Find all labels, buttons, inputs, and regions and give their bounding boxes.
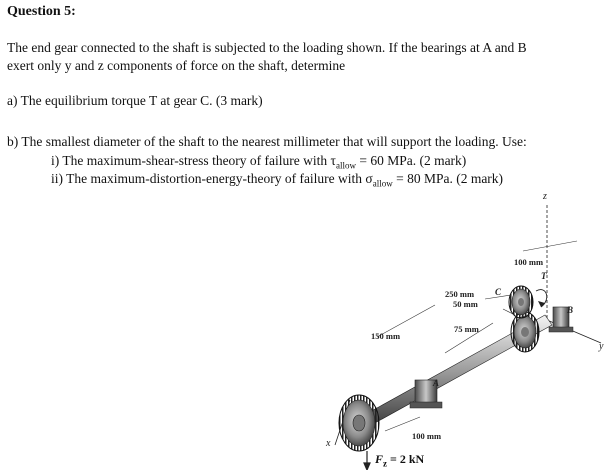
- force-subscript: z: [383, 458, 388, 469]
- intro-line-1: The end gear connected to the shaft is subjected to the loading shown. If the bearings at A and B: [7, 40, 527, 55]
- gear-c-upper: [509, 286, 533, 318]
- part-b-i-prefix: i) The maximum-shear-stress theory of failure with τ: [51, 153, 336, 168]
- part-b-i-suffix: = 60 MPa. (2 mark): [355, 153, 467, 168]
- part-a-text: a) The equilibrium torque T at gear C. (3 mark): [7, 93, 263, 108]
- dim-100-top: 100 mm: [514, 257, 544, 267]
- label-c: C: [495, 287, 502, 297]
- part-b-ii-text: [51, 171, 503, 189]
- part-b-ii-prefix: ii) The maximum-distortion-energy-theory of failure with σ: [51, 171, 373, 186]
- intro-line-2: exert only y and z components of force on the shaft, determine: [7, 58, 346, 73]
- part-b-i-text: [51, 153, 466, 171]
- part-b-text: b) The smallest diameter of the shaft to the nearest millimeter that will support the loading. Use:: [7, 134, 527, 149]
- shaft-gear-figure: [315, 191, 609, 470]
- part-b-ii-suffix: = 80 MPa. (2 mark): [392, 171, 504, 186]
- dim-150: 150 mm: [371, 331, 401, 341]
- dim-75: 75 mm: [454, 324, 479, 334]
- dim-50: 50 mm: [453, 299, 478, 309]
- part-b-ii-subscript: allow: [372, 178, 393, 189]
- label-t: T: [541, 271, 547, 281]
- force-symbol: F: [375, 452, 384, 466]
- end-gear: [339, 395, 379, 451]
- gear-c-lower: [511, 312, 539, 352]
- axis-x-label: x: [326, 438, 331, 449]
- force-fz-arrow: [364, 451, 370, 470]
- label-b: B: [567, 305, 574, 315]
- torque-arrow: [536, 290, 547, 307]
- axis-z-label: z: [543, 191, 547, 202]
- label-a: A: [433, 378, 440, 388]
- part-b-i-subscript: allow: [335, 160, 356, 171]
- dim-100-bottom: 100 mm: [412, 431, 442, 441]
- axis-y-label: y: [599, 341, 604, 352]
- dim-250: 250 mm: [445, 289, 475, 299]
- question-heading: Question 5:: [7, 4, 76, 19]
- force-value: = 2 kN: [387, 452, 425, 466]
- force-label: [375, 452, 424, 468]
